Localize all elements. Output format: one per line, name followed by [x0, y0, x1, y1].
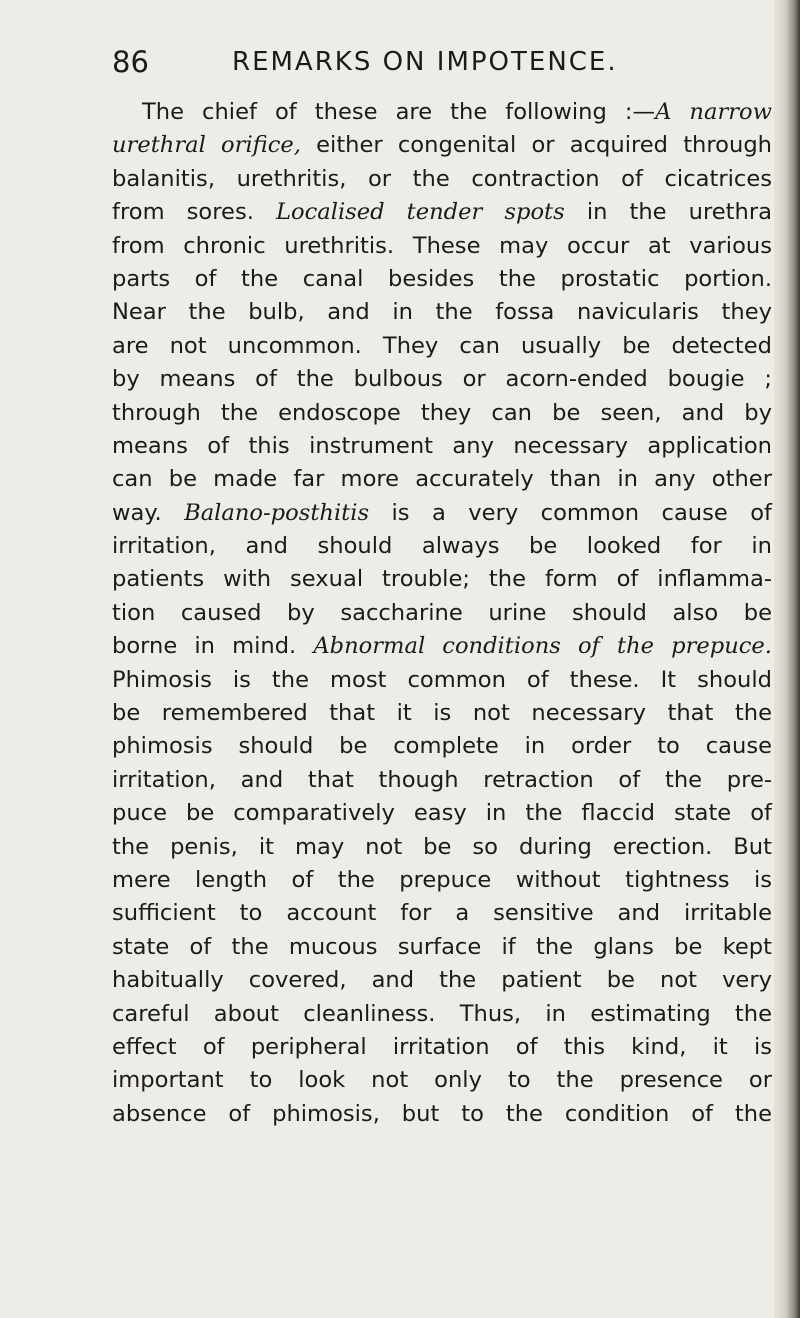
text-segment: is a very common cause of — [369, 499, 773, 526]
text-line — [112, 430, 772, 463]
text-segment: effect of peripheral irritation of this kind, it is — [112, 1033, 772, 1060]
text-line — [112, 1031, 772, 1064]
text-segment: tion caused by saccharine urine should also be — [112, 599, 772, 626]
text-line — [112, 129, 772, 162]
text-segment: phimosis should be complete in order to cause — [112, 733, 772, 760]
italic-text: Localised tender spots — [275, 199, 565, 226]
text-line — [112, 831, 772, 864]
text-segment: state of the mucous surface if the glans be kept — [112, 933, 772, 960]
text-line — [112, 931, 772, 964]
text-line — [112, 998, 772, 1031]
text-segment: The chief of these are the following :— — [142, 99, 656, 125]
text-segment: sufficient to account for a sensitive and irritable — [112, 900, 772, 927]
text-line — [112, 1098, 772, 1131]
text-line — [112, 96, 772, 129]
text-segment: be remembered that it is not necessary that the — [112, 700, 772, 727]
text-segment: borne in mind. — [112, 633, 314, 660]
text-segment: way. — [112, 499, 185, 526]
text-line — [112, 964, 772, 997]
text-segment: Phimosis is the most common of these. It should — [112, 666, 772, 693]
text-line — [112, 797, 772, 830]
page-number: 86 — [112, 45, 149, 79]
italic-text: urethral orifice, — [112, 132, 301, 159]
italic-text: Abnormal conditions of the prepuce. — [313, 633, 772, 660]
text-segment: are not uncommon. They can usually be detected — [112, 332, 772, 359]
text-segment: puce be comparatively easy in the flaccid state of — [112, 800, 772, 827]
text-line — [112, 397, 772, 430]
text-line — [112, 597, 772, 630]
italic-text: Balano-posthitis — [184, 499, 370, 526]
text-line — [112, 363, 772, 396]
text-segment: careful about cleanliness. Thus, in estimating the — [112, 1000, 772, 1027]
text-line — [112, 897, 772, 930]
text-segment: from sores. — [112, 199, 276, 226]
text-line — [112, 697, 772, 730]
text-segment: the penis, it may not be so during erection. But — [112, 833, 772, 860]
text-segment: by means of the bulbous or acorn-ended bougie ; — [112, 366, 772, 393]
running-head — [112, 40, 752, 84]
text-segment: habitually covered, and the patient be not very — [112, 967, 772, 994]
text-line — [112, 463, 772, 496]
text-segment: absence of phimosis, but to the condition of the — [112, 1100, 772, 1127]
text-segment: from chronic urethritis. These may occur at various — [112, 232, 772, 259]
text-line — [112, 730, 772, 763]
text-segment: either congenital or acquired through — [300, 132, 772, 159]
text-segment: can be made far more accurately than in any other — [112, 466, 772, 493]
text-segment: through the endoscope they can be seen, and by — [112, 399, 772, 426]
text-line — [112, 563, 772, 596]
text-line — [112, 497, 772, 530]
text-line — [112, 1064, 772, 1097]
text-line — [112, 230, 772, 263]
text-segment: mere length of the prepuce without tightness is — [112, 866, 772, 893]
italic-text: A narrow — [655, 99, 772, 125]
text-line — [112, 530, 772, 563]
text-segment: parts of the canal besides the prostatic portion. — [112, 265, 772, 292]
text-line — [112, 163, 772, 196]
text-line — [112, 664, 772, 697]
text-segment: important to look not only to the presence or — [112, 1067, 772, 1094]
text-line — [112, 296, 772, 329]
text-line — [112, 330, 772, 363]
text-line — [112, 864, 772, 897]
text-segment: irritation, and that though retraction of the pre- — [112, 766, 772, 793]
text-segment: patients with sexual trouble; the form of inflamma- — [112, 566, 772, 593]
text-line — [112, 263, 772, 296]
running-title: REMARKS ON IMPOTENCE. — [232, 47, 618, 77]
text-segment: Near the bulb, and in the fossa navicularis they — [112, 299, 772, 326]
text-segment: balanitis, urethritis, or the contraction of cicatrices — [112, 165, 772, 192]
text-line — [112, 764, 772, 797]
body-text — [112, 96, 772, 1131]
text-line — [112, 630, 772, 663]
text-segment: in the urethra — [564, 199, 772, 226]
text-line — [112, 196, 772, 229]
text-segment: irritation, and should always be looked for in — [112, 533, 772, 560]
text-segment: means of this instrument any necessary application — [112, 432, 772, 459]
